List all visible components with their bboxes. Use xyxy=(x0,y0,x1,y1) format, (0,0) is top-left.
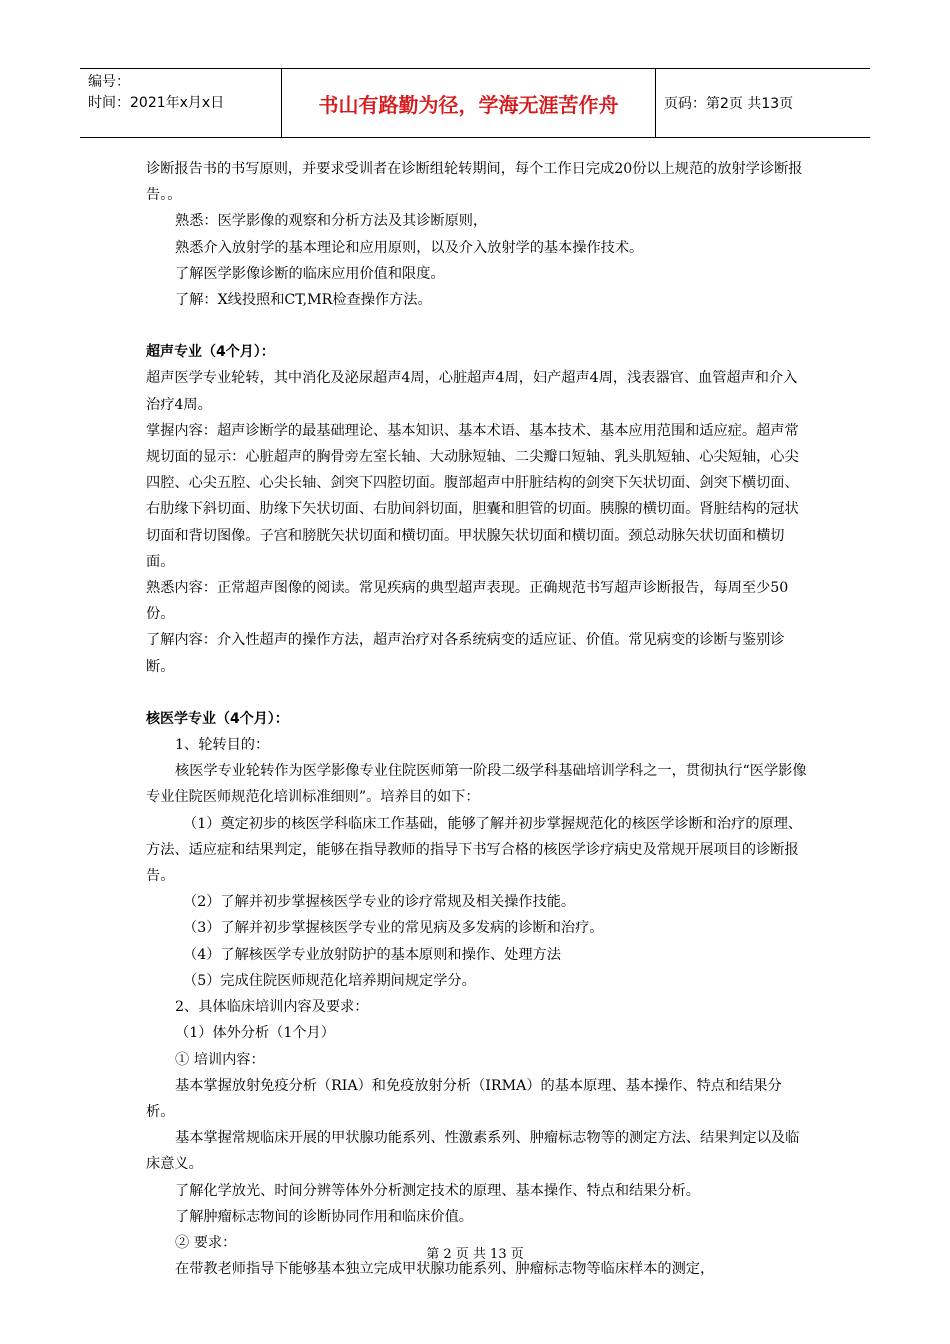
paragraph: 了解内容：介入性超声的操作方法，超声治疗对各系统病变的适应证、价值。常见病变的诊断与鉴别诊断。 xyxy=(146,632,785,675)
paragraph: 了解医学影像诊断的临床应用价值和限度。 xyxy=(175,265,445,282)
paragraph: （1）奠定初步的核医学科临床工作基础，能够了解并初步掌握规范化的核医学诊断和治疗的原理、方法、适应症和结果判定，能够在指导教师的指导下书写合格的核医学诊疗病史及常规开展项目的诊断报告。 xyxy=(146,815,803,885)
paragraph: （4）了解核医学专业放射防护的基本原则和操作、处理方法 xyxy=(183,946,561,963)
section-heading: 超声专业（4个月）： xyxy=(146,344,275,361)
paragraph: 核医学专业轮转作为医学影像专业住院医师第一阶段二级学科基础培训学科之一，贯彻执行“医学影像专业住院医师规范化培训标准细则”。培养目的如下： xyxy=(146,763,807,806)
paragraph: 了解：X线投照和CT,MR检查操作方法。 xyxy=(175,292,432,309)
page-label: 页码：第2页 共13页 xyxy=(664,96,794,112)
paragraph: 熟悉介入放射学的基本理论和应用原则，以及介入放射学的基本操作技术。 xyxy=(175,239,644,256)
paragraph: ① 培训内容： xyxy=(175,1051,265,1068)
header-left-cell xyxy=(80,69,282,137)
paragraph: 1、轮转目的： xyxy=(175,737,270,754)
blank-line xyxy=(146,313,810,339)
paragraph: （3）了解并初步掌握核医学专业的常见病及多发病的诊断和治疗。 xyxy=(183,920,604,937)
paragraph: （1）体外分析（1个月） xyxy=(175,1025,335,1042)
paragraph: 在带教老师指导下能够基本独立完成甲状腺功能系列、肿瘤标志物等临床样本的测定， xyxy=(175,1261,715,1278)
document-body xyxy=(146,156,810,1282)
paragraph: ② 要求： xyxy=(175,1234,237,1251)
blank-line xyxy=(146,680,810,706)
paragraph: 诊断报告书的书写原则，并要求受训者在诊断组轮转期间，每个工作日完成20份以上规范的放射学诊断报告。。 xyxy=(146,161,803,204)
header-table xyxy=(80,68,870,138)
paragraph: 掌握内容：超声诊断学的最基础理论、基本知识、基本术语、基本技术、基本应用范围和适应症。超声常规切面的显示：心脏超声的胸骨旁左室长轴、大动脉短轴、二尖瓣口短轴、乳头肌短轴、心尖短轴，心尖四腔、心尖五腔、心尖长轴、剑突下四腔切面。腹部超声中肝脏结构的剑突下矢状切面、剑突下横切面、右肋缘下斜切面、肋缘下矢状切面、右肋间斜切面，胆囊和胆管的切面。胰腺的横切面。肾脏结构的冠状切面和背切图像。子宫和膀胱矢状切面和横切面。甲状腺矢状切面和横切面。颈总动脉矢状切面和横切面。 xyxy=(146,422,799,570)
paragraph: （5）完成住院医师规范化培养期间规定学分。 xyxy=(183,972,476,989)
paragraph: 基本掌握常规临床开展的甲状腺功能系列、性激素系列、肿瘤标志物等的测定方法、结果判定以及临床意义。 xyxy=(146,1130,800,1173)
paragraph: 超声医学专业轮转，其中消化及泌尿超声4周，心脏超声4周，妇产超声4周，浅表器官、血管超声和介入治疗4周。 xyxy=(146,370,798,413)
section-heading: 核医学专业（4个月）： xyxy=(146,710,289,727)
paragraph: 了解肿瘤标志物间的诊断协同作用和临床价值。 xyxy=(175,1208,473,1225)
number-label: 编号： xyxy=(88,74,130,90)
paragraph: （2）了解并初步掌握核医学专业的诊疗常规及相关操作技能。 xyxy=(183,894,576,911)
page-footer: 第 2 页 共 13 页 xyxy=(426,1247,524,1262)
motto: 书山有路勤为径，学海无涯苦作舟 xyxy=(282,69,656,137)
paragraph: 熟悉：医学影像的观察和分析方法及其诊断原则， xyxy=(175,213,488,230)
paragraph: 基本掌握放射免疫分析（RIA）和免疫放射分析（IRMA）的基本原理、基本操作、特点和结果分析。 xyxy=(146,1077,782,1120)
paragraph: 了解化学放光、时间分辨等体外分析测定技术的原理、基本操作、特点和结果分析。 xyxy=(175,1182,700,1199)
date-label: 时间：2021年x月x日 xyxy=(88,95,225,111)
paragraph: 2、具体临床培训内容及要求： xyxy=(175,999,369,1016)
paragraph: 熟悉内容：正常超声图像的阅读。常见疾病的典型超声表现。正确规范书写超声诊断报告，每周至少50份。 xyxy=(146,580,789,623)
